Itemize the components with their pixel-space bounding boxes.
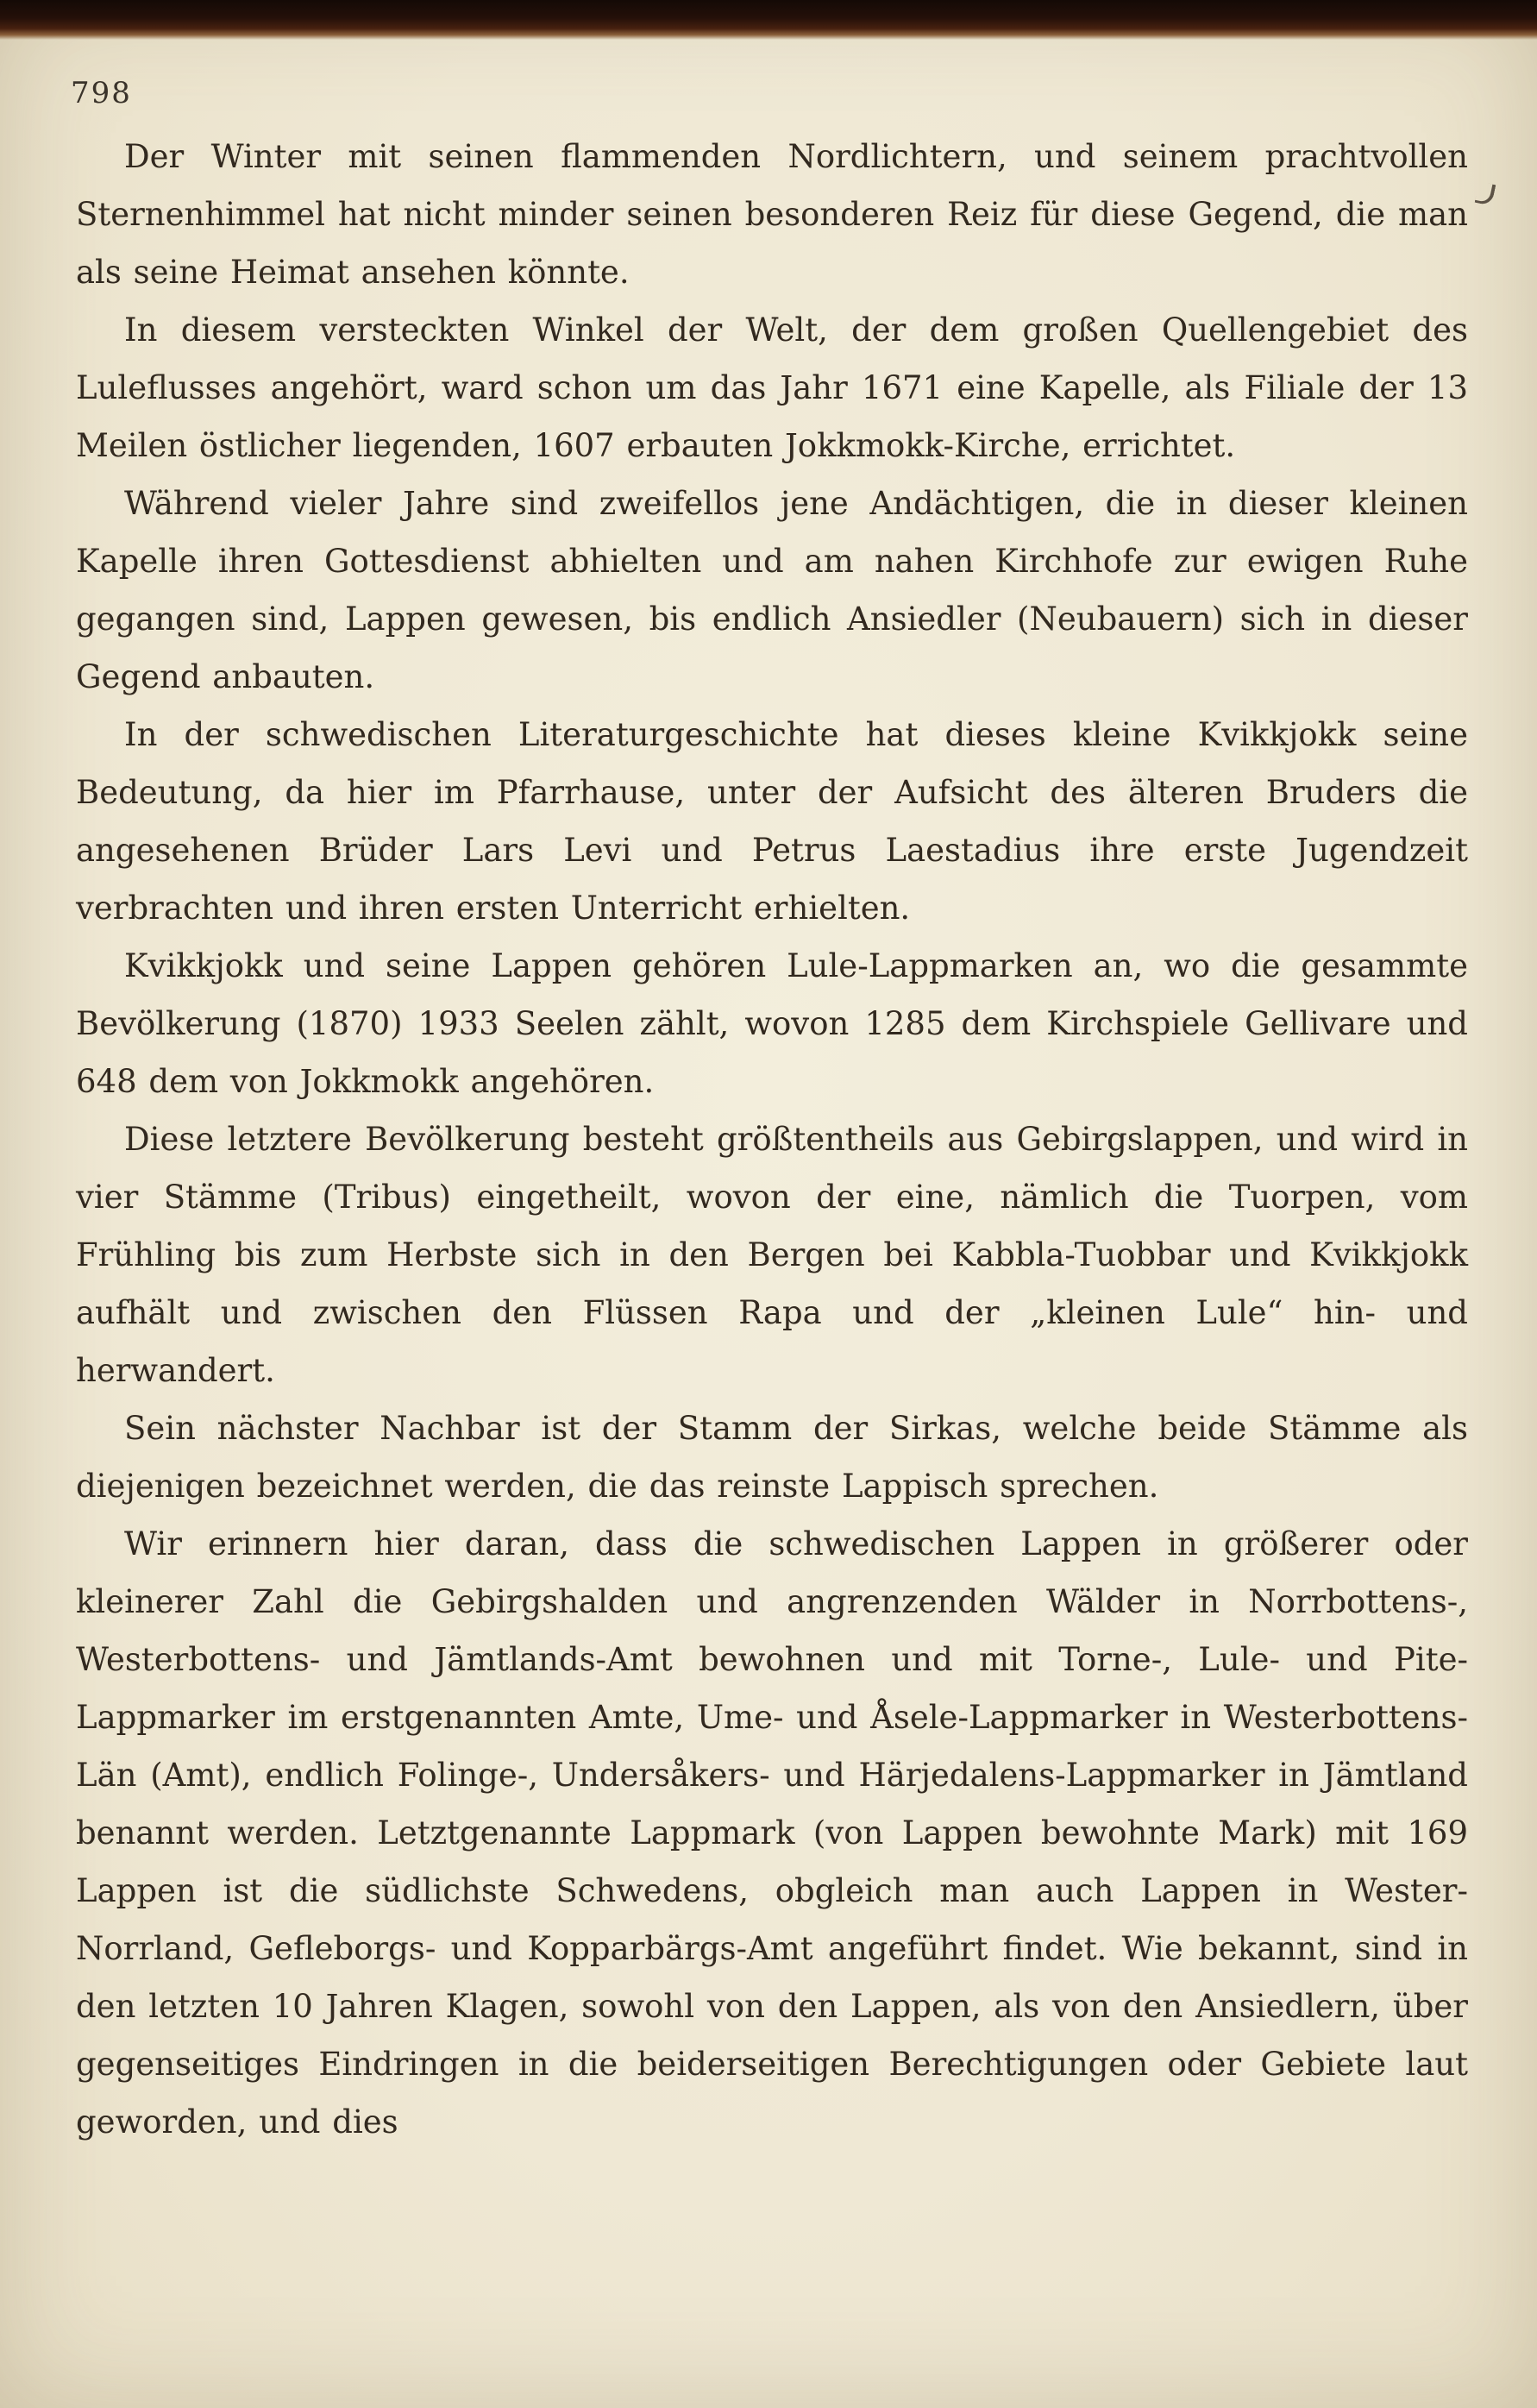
paragraph: In diesem versteckten Winkel der Welt, der dem großen Quellengebiet des Luleflusses angehört, ward schon um das Jahr 1671 eine Kapelle, als Filiale der 13 Meilen östlicher liegenden, 1607 erbauten Jokkmokk-Kirche, errichtet. bbox=[76, 311, 1468, 464]
paragraph: Kvikkjokk und seine Lappen gehören Lule-Lappmarken an, wo die gesammte Bevölkerung (1870) 1933 Seelen zählt, wovon 1285 dem Kirchspiele Gellivare und 648 dem von Jokkmokk angehören. bbox=[76, 947, 1468, 1100]
paragraph: Sein nächster Nachbar ist der Stamm der Sirkas, welche beide Stämme als diejenigen bezeichnet werden, die das reinste Lappisch sprechen. bbox=[76, 1410, 1468, 1505]
paragraph: Wir erinnern hier daran, dass die schwedischen Lappen in größerer oder kleinerer Zahl die Gebirgshalden und angrenzenden Wälder in Norrbottens-, Westerbottens- und Jämtlands-Amt bewohnen und mit Torne-, Lule- und Pite-Lappmarker im erstgenannten Amte, Ume- und Åsele-Lappmarker in Westerbottens-Län (Amt), endlich Folinge-, Undersåkers- und Härjedalens-Lappmarker in Jämtland benannt werden. Letztgenannte Lappmark (von Lappen bewohnte Mark) mit 169 Lappen ist die südlichste Schwedens, obgleich man auch Lappen in Wester-Norrland, Gefleborgs- und Kopparbärgs-Amt angeführt findet. Wie bekannt, sind in den letzten 10 Jahren Klagen, sowohl von den Lappen, als von den Ansiedlern, über gegenseitiges Eindringen in die beiderseitigen Berechtigungen oder Gebiete laut geworden, und dies bbox=[76, 1525, 1468, 2141]
scan-edge-top bbox=[0, 0, 1537, 40]
paragraph: Diese letztere Bevölkerung besteht größtentheils aus Gebirgslappen, und wird in vier Stämme (Tribus) eingetheilt, wovon der eine, nämlich die Tuorpen, vom Frühling bis zum Herbste sich in den Bergen bei Kabbla-Tuobbar und Kvikkjokk aufhält und zwischen den Flüssen Rapa und der „kleinen Lule“ hin- und herwandert. bbox=[76, 1121, 1468, 1389]
paragraph: Der Winter mit seinen flammenden Nordlichtern, und seinem prachtvollen Sternenhimmel hat nicht minder seinen besonderen Reiz für diese Gegend, die man als seine Heimat ansehen könnte. bbox=[76, 138, 1468, 291]
paragraph: In der schwedischen Literaturgeschichte hat dieses kleine Kvikkjokk seine Bedeutung, da hier im Pfarrhause, unter der Aufsicht des älteren Bruders die angesehenen Brüder Lars Levi und Petrus Laestadius ihre erste Jugendzeit verbrachten und ihren ersten Unterricht erhielten. bbox=[76, 716, 1468, 927]
page-number: 798 bbox=[71, 76, 132, 110]
page-text bbox=[76, 128, 1468, 2151]
paragraph: Während vieler Jahre sind zweifellos jene Andächtigen, die in dieser kleinen Kapelle ihren Gottesdienst abhielten und am nahen Kirchhofe zur ewigen Ruhe gegangen sind, Lappen gewesen, bis endlich Ansiedler (Neubauern) sich in dieser Gegend anbauten. bbox=[76, 485, 1468, 695]
